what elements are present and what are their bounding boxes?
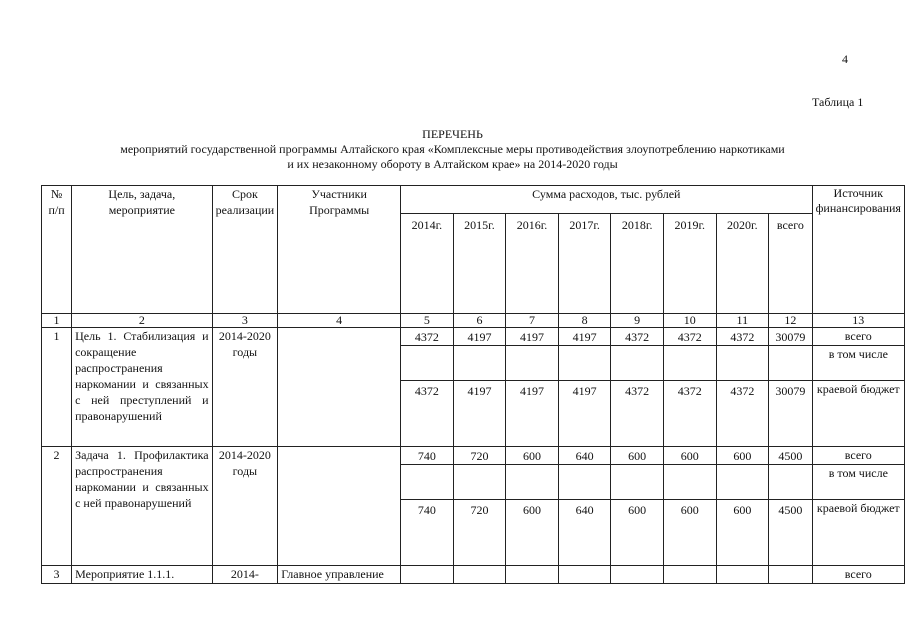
header-goal: Цель, задача, мероприятие: [72, 186, 212, 314]
total-cell: [769, 465, 812, 500]
value-cell: 600: [506, 500, 559, 566]
value-cell: 600: [663, 447, 716, 465]
table-row: [42, 447, 905, 465]
value-cell: [401, 465, 454, 500]
value-cell: 4372: [663, 328, 716, 346]
row-participants: [278, 328, 401, 447]
header-participants: Участники Программы: [278, 186, 401, 314]
table-row: [42, 328, 905, 346]
value-cell: 720: [453, 500, 506, 566]
header-num: № п/п: [42, 186, 72, 314]
row-number: 1: [42, 328, 72, 447]
col-number: 1: [42, 314, 72, 328]
value-cell: [401, 566, 454, 584]
total-cell: [769, 346, 812, 381]
header-year: 2016г.: [506, 214, 559, 314]
value-cell: 600: [716, 447, 769, 465]
measures-table: [41, 185, 905, 584]
value-cell: 600: [716, 500, 769, 566]
col-number: 12: [769, 314, 812, 328]
page-number: 4: [842, 52, 848, 66]
value-cell: 4197: [453, 381, 506, 447]
source-cell: краевой бюджет: [812, 500, 904, 566]
header-year: 2019г.: [663, 214, 716, 314]
value-cell: [506, 465, 559, 500]
row-text: Цель 1. Стабилизация и сокращение распространения наркомании и связанных с ней преступлений и правонарушений: [72, 328, 212, 447]
value-cell: 600: [611, 500, 664, 566]
col-number: 2: [72, 314, 212, 328]
source-cell: всего: [812, 566, 904, 584]
value-cell: [506, 566, 559, 584]
value-cell: [558, 465, 611, 500]
row-number: 3: [42, 566, 72, 584]
col-number: 5: [401, 314, 454, 328]
row-text: Задача 1. Профилактика распространения наркомании и связанных с ней правонарушений: [72, 447, 212, 566]
value-cell: 4372: [401, 328, 454, 346]
col-number: 9: [611, 314, 664, 328]
total-cell: 30079: [769, 381, 812, 447]
header-sum: Сумма расходов, тыс. рублей: [401, 186, 813, 214]
row-number: 2: [42, 447, 72, 566]
value-cell: 600: [663, 500, 716, 566]
source-cell: в том числе: [812, 346, 904, 381]
header-source: Источник финансирования: [812, 186, 904, 314]
row-term: 2014-2020 годы: [212, 328, 278, 447]
value-cell: 4372: [716, 328, 769, 346]
header-year: 2020г.: [716, 214, 769, 314]
header-year: 2017г.: [558, 214, 611, 314]
value-cell: 4372: [716, 381, 769, 447]
header-year: 2018г.: [611, 214, 664, 314]
value-cell: [401, 346, 454, 381]
row-term: 2014-: [212, 566, 278, 584]
row-text: Мероприятие 1.1.1.: [72, 566, 212, 584]
header-year: 2015г.: [453, 214, 506, 314]
value-cell: [663, 346, 716, 381]
row-term: 2014-2020 годы: [212, 447, 278, 566]
value-cell: 4197: [506, 328, 559, 346]
row-participants: [278, 447, 401, 566]
header-total: всего: [769, 214, 812, 314]
value-cell: 720: [453, 447, 506, 465]
value-cell: 740: [401, 447, 454, 465]
value-cell: 4372: [401, 381, 454, 447]
value-cell: [716, 566, 769, 584]
col-number: 13: [812, 314, 904, 328]
col-number: 10: [663, 314, 716, 328]
header-term: Срок реализации: [212, 186, 278, 314]
value-cell: [611, 346, 664, 381]
total-cell: 30079: [769, 328, 812, 346]
value-cell: [663, 566, 716, 584]
value-cell: 740: [401, 500, 454, 566]
value-cell: 4372: [663, 381, 716, 447]
value-cell: [716, 465, 769, 500]
col-number: 4: [278, 314, 401, 328]
value-cell: [558, 566, 611, 584]
row-participants: Главное управление: [278, 566, 401, 584]
source-cell: всего: [812, 328, 904, 346]
value-cell: [453, 566, 506, 584]
value-cell: 4372: [611, 381, 664, 447]
value-cell: [558, 346, 611, 381]
value-cell: 4197: [506, 381, 559, 447]
heading-title: ПЕРЕЧЕНЬ: [422, 127, 483, 141]
total-cell: 4500: [769, 500, 812, 566]
value-cell: 4197: [558, 328, 611, 346]
value-cell: [716, 346, 769, 381]
value-cell: 4372: [611, 328, 664, 346]
value-cell: 600: [506, 447, 559, 465]
value-cell: 600: [611, 447, 664, 465]
source-cell: в том числе: [812, 465, 904, 500]
source-cell: краевой бюджет: [812, 381, 904, 447]
header-year: 2014г.: [401, 214, 454, 314]
value-cell: [453, 465, 506, 500]
value-cell: [611, 465, 664, 500]
value-cell: [506, 346, 559, 381]
value-cell: 640: [558, 447, 611, 465]
value-cell: 640: [558, 500, 611, 566]
value-cell: [663, 465, 716, 500]
value-cell: [611, 566, 664, 584]
source-cell: всего: [812, 447, 904, 465]
heading-subtitle-2: и их незаконному обороту в Алтайском крае» на 2014-2020 годы: [287, 157, 618, 171]
value-cell: 4197: [453, 328, 506, 346]
col-number: 7: [506, 314, 559, 328]
total-cell: [769, 566, 812, 584]
value-cell: 4197: [558, 381, 611, 447]
table-row: [42, 566, 905, 584]
col-number: 8: [558, 314, 611, 328]
col-number: 11: [716, 314, 769, 328]
total-cell: 4500: [769, 447, 812, 465]
heading-subtitle-1: мероприятий государственной программы Алтайского края «Комплексные меры противодействия злоупотреблению наркотиками: [120, 142, 785, 156]
value-cell: [453, 346, 506, 381]
col-number: 3: [212, 314, 278, 328]
col-number: 6: [453, 314, 506, 328]
table-label: Таблица 1: [812, 95, 864, 109]
document-heading: [0, 127, 905, 172]
